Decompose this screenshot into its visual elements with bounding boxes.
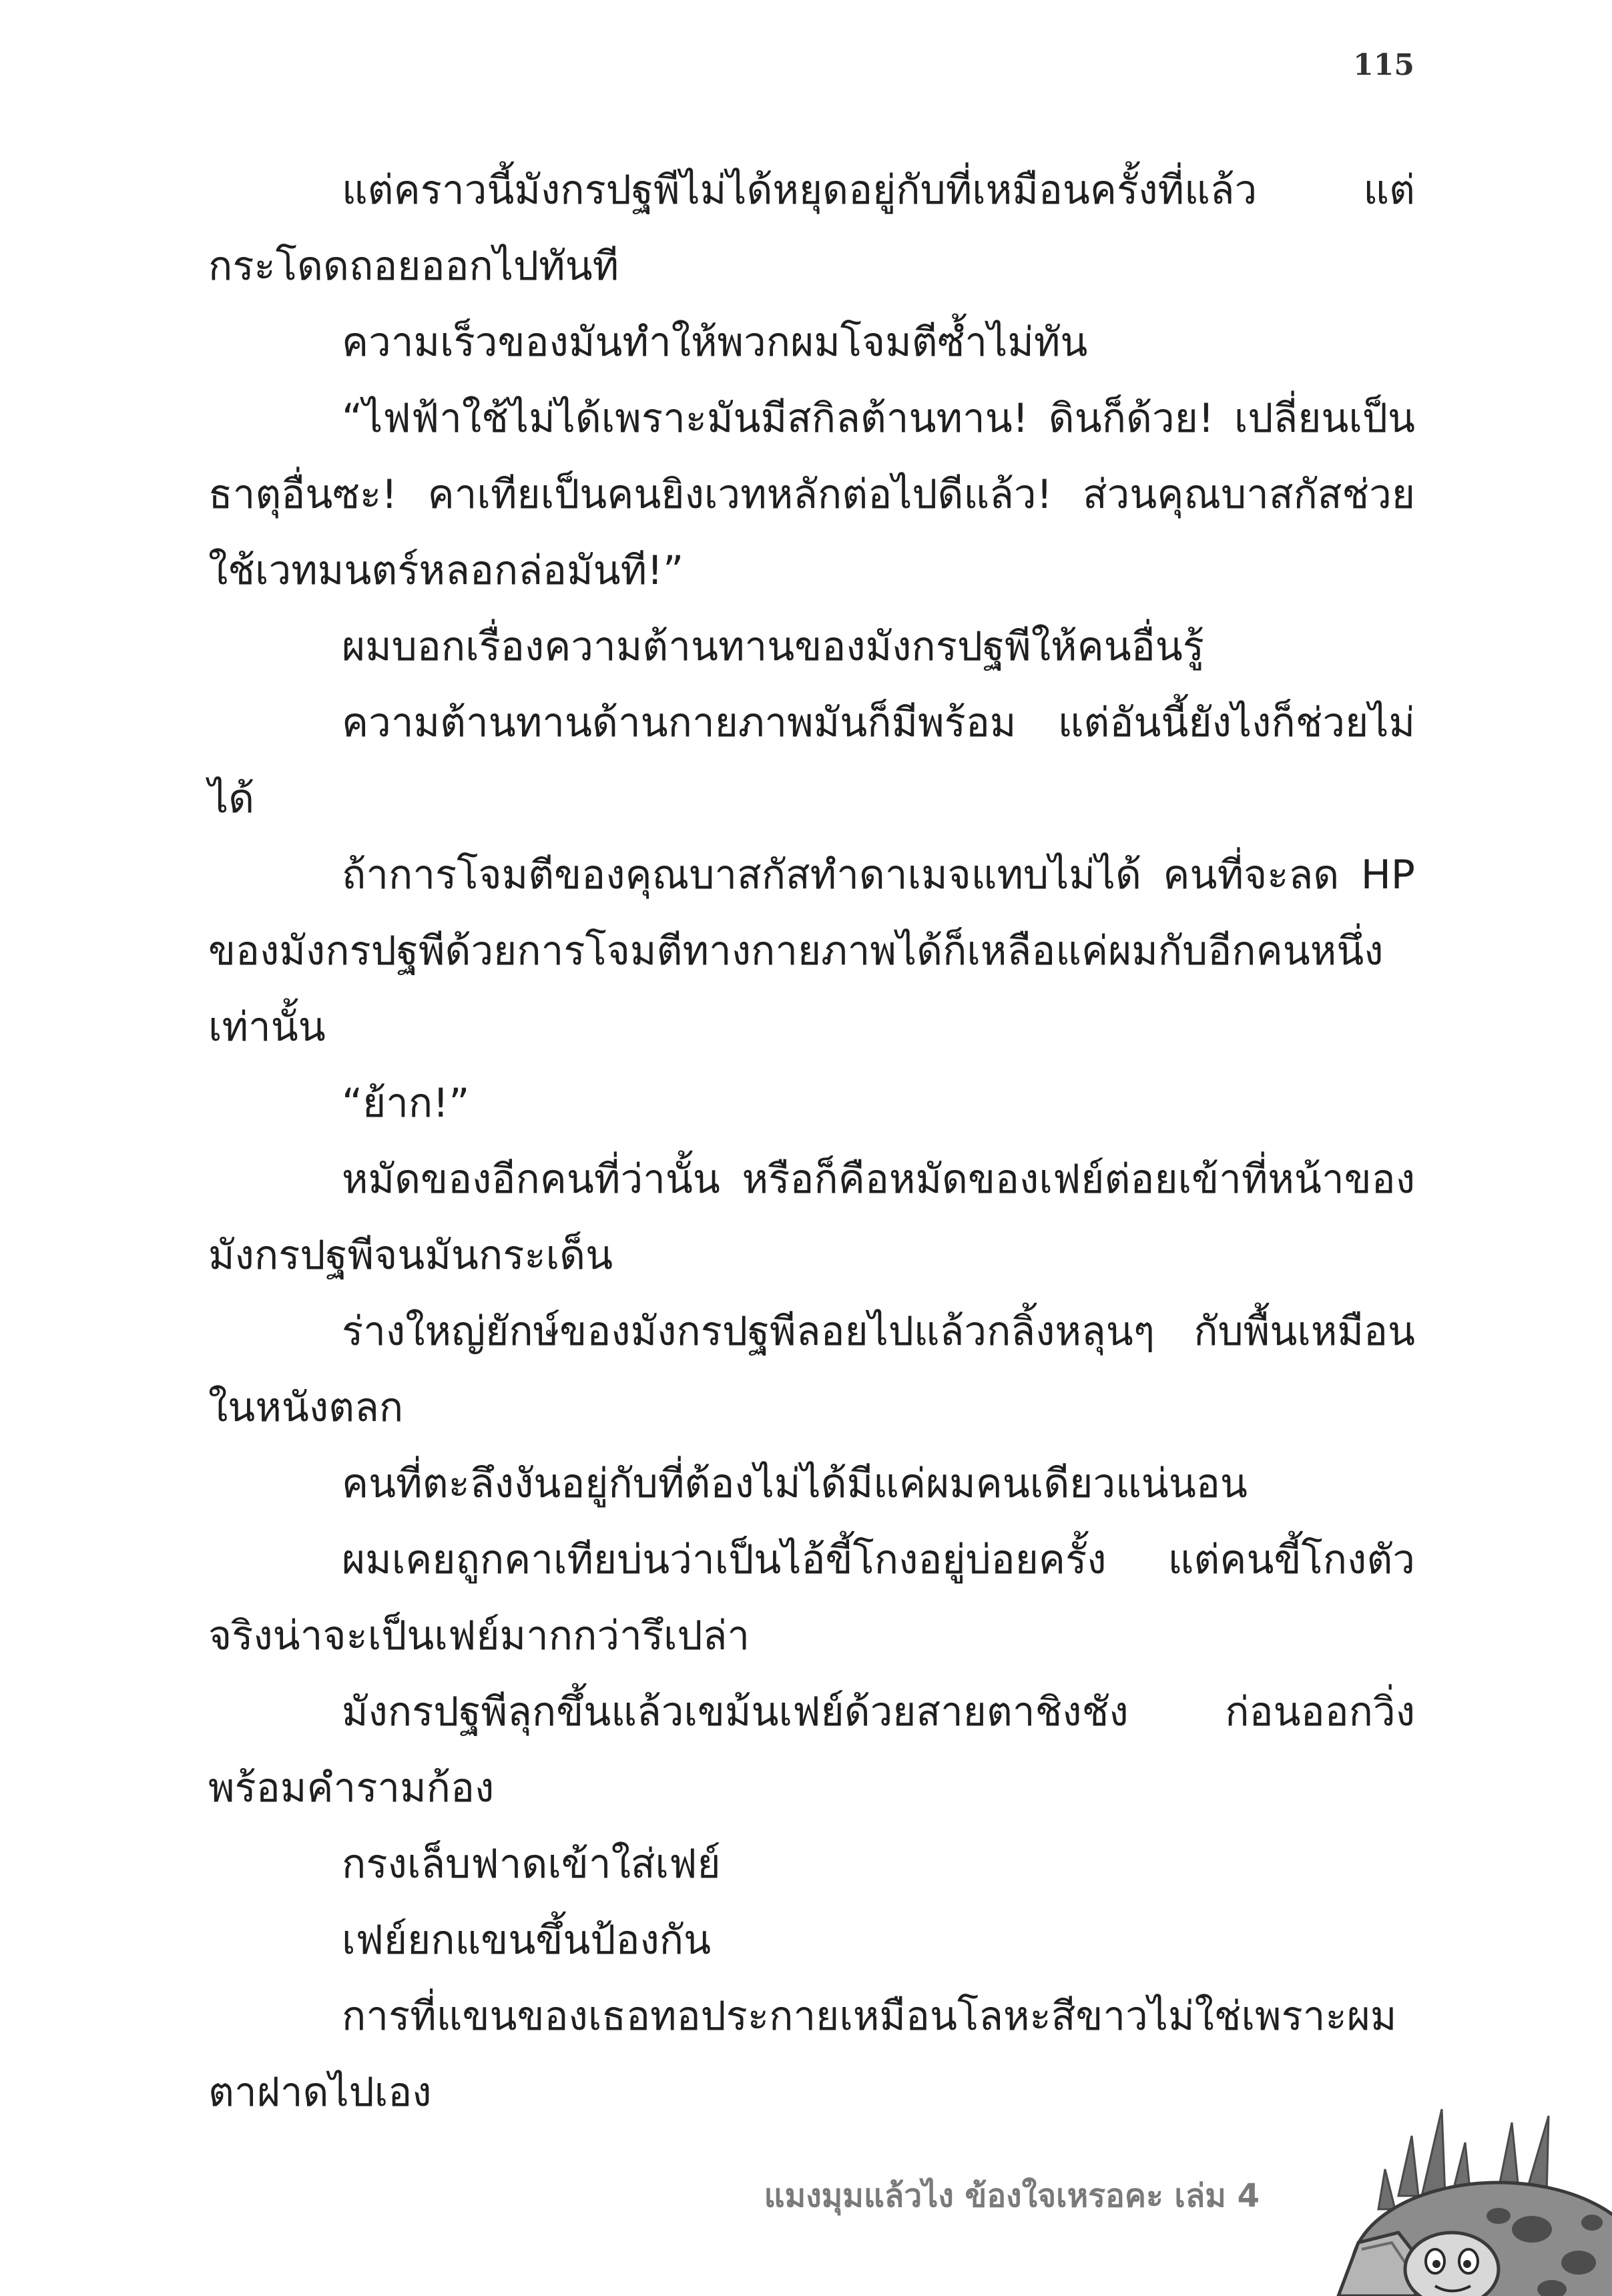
page-number: 115	[1353, 48, 1414, 82]
paragraph: ความต้านทานด้านกายภาพมันก็มีพร้อม แต่อันนี้ยังไงก็ช่วยไม่ได้	[208, 699, 1415, 822]
page-footer	[0, 2096, 1612, 2296]
body-text	[208, 152, 1415, 2130]
paragraph: ร่างใหญ่ยักษ์ของมังกรปฐพีลอยไปแล้วกลิ้งหลุนๆ กับพื้นเหมือนในหนังตลก	[208, 1308, 1415, 1431]
paragraph: ผมเคยถูกคาเทียบ่นว่าเป็นไอ้ขี้โกงอยู่บ่อยครั้ง แต่คนขี้โกงตัวจริงน่าจะเป็นเฟย์มากกว่ารึเปล่า	[208, 1536, 1415, 1659]
paragraph: แต่คราวนี้มังกรปฐพีไม่ได้หยุดอยู่กับที่เหมือนครั้งที่แล้ว แต่กระโดดถอยออกไปทันที	[208, 167, 1415, 290]
paragraph: “ย้าก!”	[342, 1080, 470, 1127]
creature-mascot-illustration-icon	[1298, 2096, 1612, 2296]
paragraph: การที่แขนของเธอทอประกายเหมือนโลหะสีขาวไม่ใช่เพราะผมตาฝาดไปเอง	[208, 1993, 1397, 2116]
footer-book-title: แมงมุมแล้วไง ข้องใจเหรอคะ เล่ม 4	[764, 2177, 1260, 2215]
paragraph: หมัดของอีกคนที่ว่านั้น หรือก็คือหมัดของเฟย์ต่อยเข้าที่หน้าของมังกรปฐพีจนมันกระเด็น	[208, 1156, 1415, 1279]
paragraph: กรงเล็บฟาดเข้าใส่เฟย์	[342, 1841, 721, 1888]
paragraph: ถ้าการโจมตีของคุณบาสกัสทำดาเมจแทบไม่ได้ คนที่จะลด HP ของมังกรปฐพีด้วยการโจมตีทางกายภาพได้ก็เหลือแค่ผมกับอีกคนหนึ่งเท่านั้น	[208, 852, 1415, 1051]
paragraph: ความเร็วของมันทำให้พวกผมโจมตีซ้ำไม่ทัน	[342, 319, 1088, 366]
paragraph: “ไฟฟ้าใช้ไม่ได้เพราะมันมีสกิลต้านทาน! ดินก็ด้วย! เปลี่ยนเป็นธาตุอื่นซะ! คาเทียเป็นคนยิงเวทหลักต่อไปดีแล้ว! ส่วนคุณบาสกัสช่วยใช้เวทมนตร์หลอกล่อมันที!”	[208, 395, 1415, 594]
paragraph: เฟย์ยกแขนขึ้นป้องกัน	[342, 1917, 712, 1964]
paragraph: ผมบอกเรื่องความต้านทานของมังกรปฐพีให้คนอื่นรู้	[342, 623, 1204, 670]
paragraph: มังกรปฐพีลุกขึ้นแล้วเขม้นเฟย์ด้วยสายตาชิงชัง ก่อนออกวิ่งพร้อมคำรามก้อง	[208, 1689, 1415, 1811]
paragraph: คนที่ตะลึงงันอยู่กับที่ต้องไม่ได้มีแค่ผมคนเดียวแน่นอน	[342, 1460, 1248, 1507]
